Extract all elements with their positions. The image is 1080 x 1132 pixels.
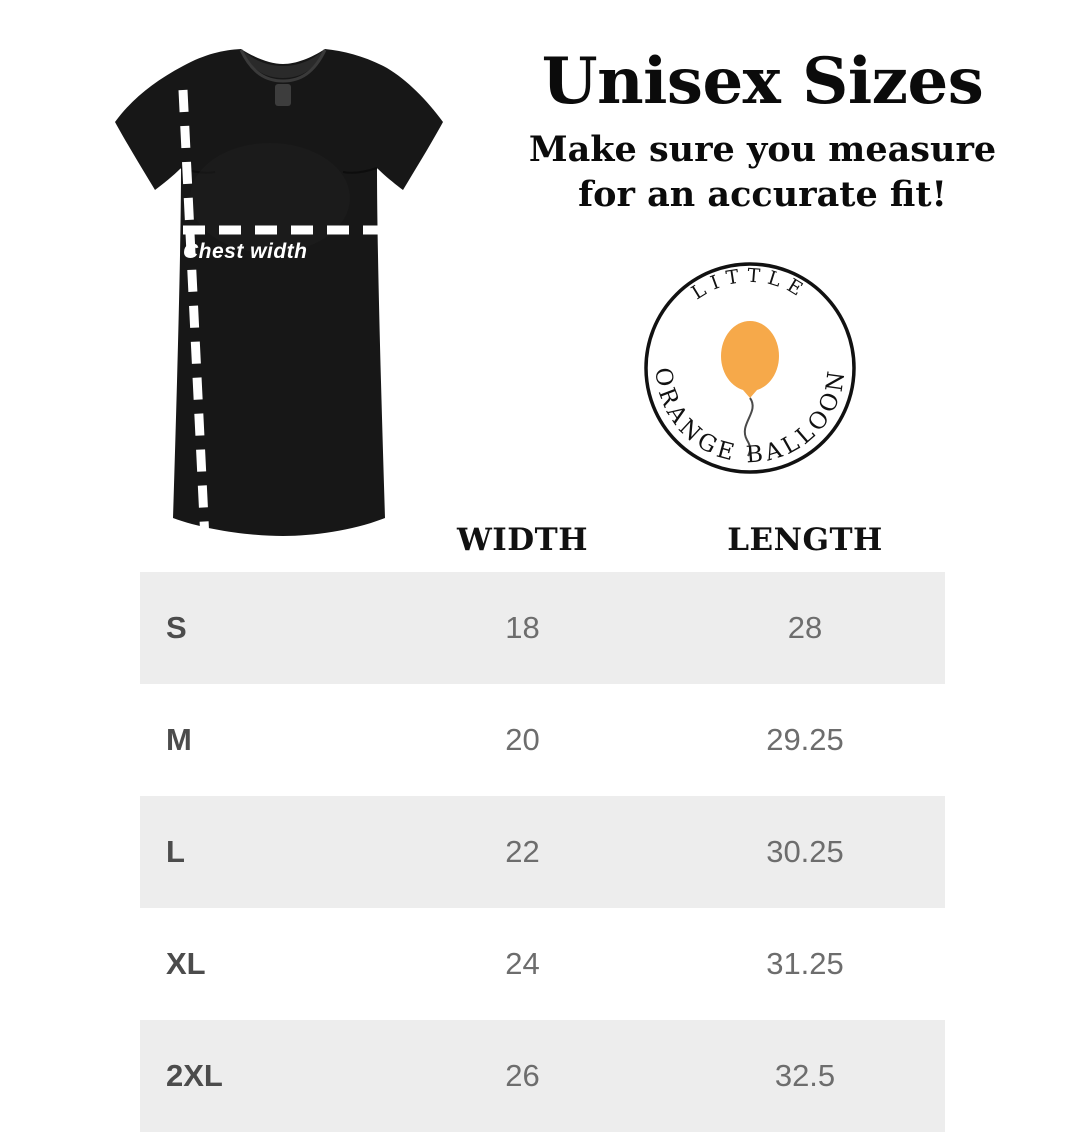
tshirt-diagram	[55, 48, 455, 553]
shirt-highlight	[190, 143, 350, 253]
shirt-tag	[275, 84, 291, 106]
column-header-width: WIDTH	[456, 522, 589, 558]
title-block	[470, 44, 1055, 218]
size-chart-table	[140, 522, 945, 1132]
cell-width: 22	[380, 796, 665, 908]
cell-width: 26	[380, 1020, 665, 1132]
cell-length: 32.5	[665, 1020, 945, 1132]
table-header-row	[140, 522, 945, 572]
brand-logo	[630, 248, 870, 488]
cell-length: 31.25	[766, 946, 844, 981]
logo-top-text: LITTLE	[687, 264, 813, 305]
column-header-length: LENGTH	[727, 522, 883, 558]
chest-width-label: Chest width	[183, 240, 308, 263]
length-label: Length	[63, 341, 87, 415]
cell-width: 24	[505, 946, 540, 981]
table-row	[140, 1020, 945, 1132]
cell-length: 30.25	[665, 796, 945, 908]
shirt-body	[115, 49, 443, 536]
cell-size: XL	[166, 946, 206, 981]
column-header-size	[140, 522, 380, 572]
table-row	[140, 572, 945, 684]
cell-length: 29.25	[766, 722, 844, 757]
cell-size: L	[140, 796, 380, 908]
table-row	[140, 796, 945, 908]
page-subtitle: Make sure you measure for an accurate fit!	[528, 129, 997, 215]
cell-size: 2XL	[140, 1020, 380, 1132]
table-row	[140, 908, 945, 1020]
cell-length: 28	[665, 572, 945, 684]
cell-width: 18	[380, 572, 665, 684]
balloon-knot	[743, 390, 757, 398]
header-section	[0, 0, 1080, 560]
table-row	[140, 684, 945, 796]
cell-size: M	[166, 722, 192, 757]
cell-size: S	[140, 572, 380, 684]
cell-width: 20	[505, 722, 540, 757]
balloon-icon	[721, 321, 779, 391]
page-title: Unisex Sizes	[541, 44, 984, 119]
logo-bottom-text: ORANGE BALLOON	[649, 365, 851, 469]
